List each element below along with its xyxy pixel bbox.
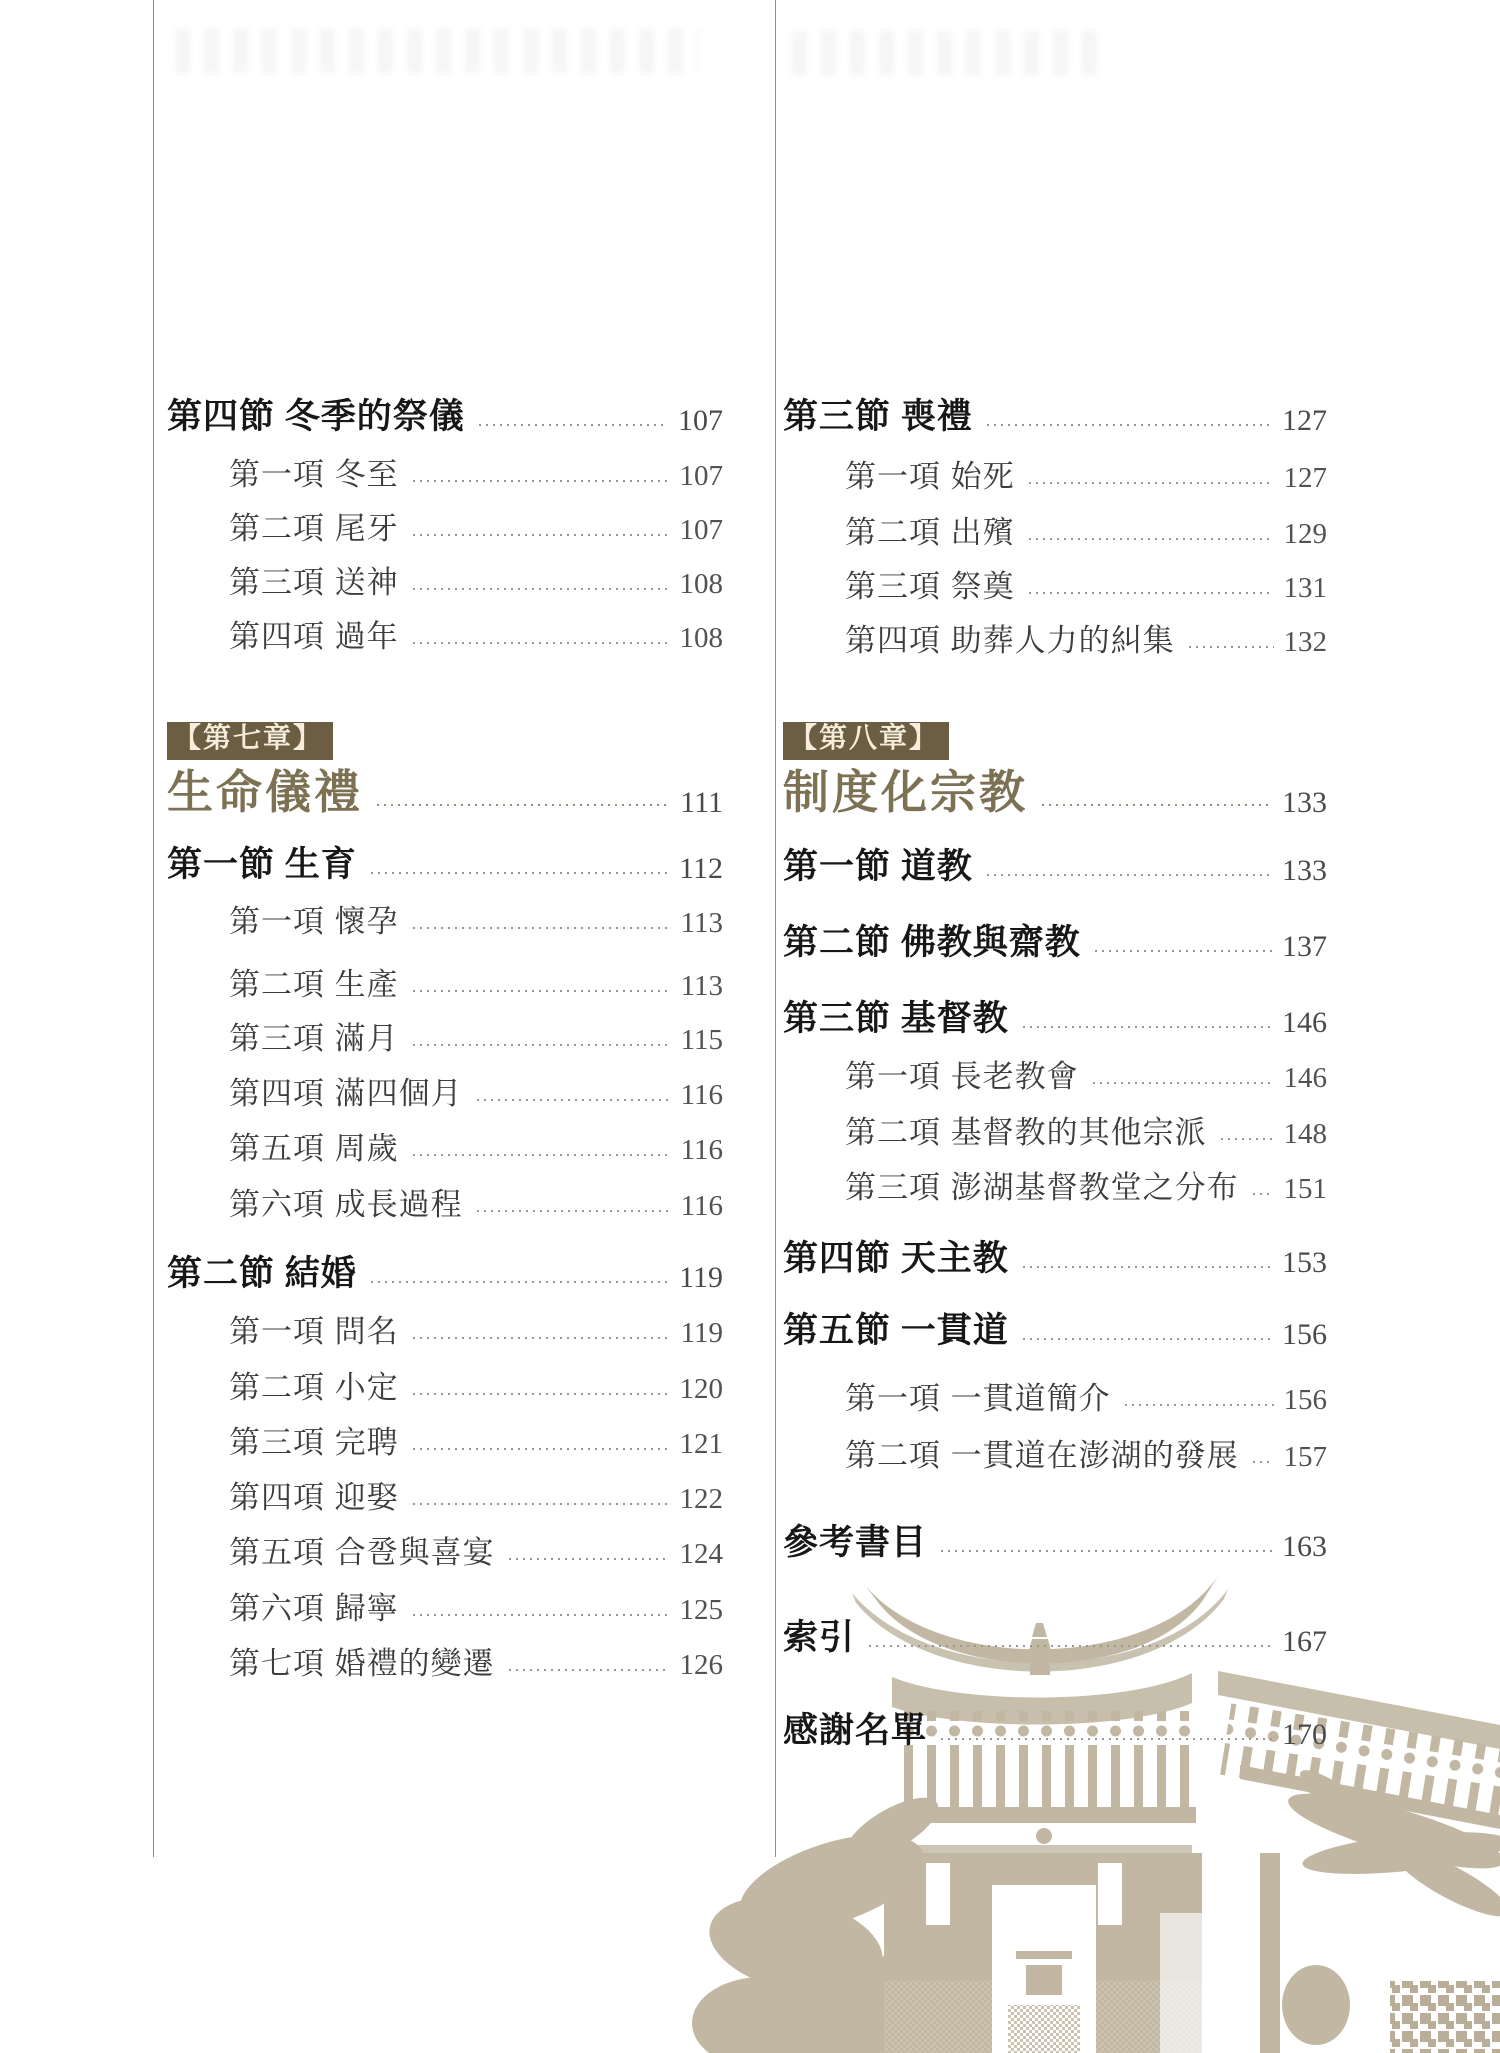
page-number: 112 bbox=[679, 851, 723, 885]
dotted-leader bbox=[1189, 645, 1274, 648]
page-number: 148 bbox=[1283, 1118, 1327, 1151]
page-number: 127 bbox=[1282, 403, 1327, 437]
toc-entry bbox=[167, 768, 723, 818]
page-number: 113 bbox=[680, 907, 723, 940]
page-number: 122 bbox=[679, 1483, 723, 1516]
page-number: 132 bbox=[1283, 626, 1327, 659]
dotted-leader bbox=[1029, 591, 1274, 594]
toc-entry bbox=[783, 768, 1327, 818]
toc-entry bbox=[167, 1022, 723, 1055]
dotted-leader bbox=[1023, 1025, 1272, 1028]
dotted-leader bbox=[869, 1644, 1272, 1647]
dotted-leader bbox=[413, 926, 671, 929]
toc-entry bbox=[167, 1481, 723, 1514]
entry-label: 第二項 小定 bbox=[229, 1370, 399, 1405]
entry-label: 第三項 送神 bbox=[229, 565, 399, 600]
page-number: 116 bbox=[680, 1190, 723, 1223]
dotted-leader bbox=[1029, 537, 1274, 540]
entry-label: 第一節 生育 bbox=[167, 845, 357, 884]
entry-label: 第三節 喪禮 bbox=[783, 397, 973, 436]
entry-label: 第五項 周歲 bbox=[229, 1131, 399, 1166]
toc-entry bbox=[783, 1240, 1327, 1278]
entry-label: 第二項 尾牙 bbox=[229, 511, 399, 546]
toc-entry bbox=[167, 458, 723, 491]
toc-entry bbox=[167, 512, 723, 545]
entry-label: 第三項 完聘 bbox=[229, 1425, 399, 1460]
entry-label: 第五項 合卺與喜宴 bbox=[229, 1535, 495, 1570]
toc-entry bbox=[783, 516, 1327, 549]
page-number: 121 bbox=[679, 1428, 723, 1461]
toc-entry bbox=[167, 1536, 723, 1569]
page-number: 125 bbox=[679, 1594, 723, 1627]
dotted-leader bbox=[1023, 1337, 1272, 1340]
toc-entry bbox=[167, 968, 723, 1001]
page-number: 108 bbox=[679, 622, 723, 655]
page-number: 157 bbox=[1283, 1441, 1327, 1474]
page-number: 137 bbox=[1282, 929, 1327, 963]
dotted-leader bbox=[413, 989, 671, 992]
dotted-leader bbox=[1253, 1192, 1274, 1195]
left-column-rule bbox=[153, 0, 154, 1857]
toc-column-right bbox=[783, 0, 1327, 2053]
entry-label: 第六項 成長過程 bbox=[229, 1187, 463, 1222]
toc-entry bbox=[167, 566, 723, 599]
entry-label: 第一節 道教 bbox=[783, 847, 973, 886]
dotted-leader bbox=[413, 587, 670, 590]
toc-column-left bbox=[167, 0, 723, 2053]
page-number: 113 bbox=[680, 970, 723, 1003]
dotted-leader bbox=[1253, 1460, 1274, 1463]
page-number: 151 bbox=[1283, 1173, 1327, 1206]
toc-entry bbox=[783, 398, 1327, 436]
dotted-leader bbox=[1125, 1403, 1274, 1406]
toc-entry bbox=[167, 1647, 723, 1680]
page-number: 107 bbox=[678, 403, 723, 437]
dotted-leader bbox=[371, 871, 669, 874]
toc-entry bbox=[783, 1619, 1327, 1657]
entry-label: 第二項 一貫道在澎湖的發展 bbox=[845, 1438, 1239, 1473]
dotted-leader bbox=[413, 1447, 670, 1450]
dotted-leader bbox=[1093, 1081, 1274, 1084]
toc-entry bbox=[167, 846, 723, 884]
page-number: 126 bbox=[679, 1649, 723, 1682]
entry-label: 第二項 出殯 bbox=[845, 515, 1015, 550]
entry-label: 第一項 始死 bbox=[845, 459, 1015, 494]
toc-entry bbox=[167, 1592, 723, 1625]
toc-entry bbox=[783, 1000, 1327, 1038]
toc-entry bbox=[167, 1132, 723, 1165]
dotted-leader bbox=[1029, 481, 1274, 484]
chapter-badge bbox=[167, 722, 723, 760]
entry-label: 第六項 歸寧 bbox=[229, 1591, 399, 1626]
toc-entry bbox=[167, 905, 723, 938]
dotted-leader bbox=[987, 423, 1272, 426]
toc-entry bbox=[783, 924, 1327, 962]
entry-label: 第四節 冬季的祭儀 bbox=[167, 397, 465, 436]
toc-entry bbox=[167, 620, 723, 653]
toc-entry bbox=[783, 460, 1327, 493]
page-number: 116 bbox=[680, 1079, 723, 1112]
page-number: 111 bbox=[680, 785, 723, 819]
dotted-leader bbox=[413, 479, 670, 482]
entry-label: 第四項 迎娶 bbox=[229, 1480, 399, 1515]
page-number: 153 bbox=[1282, 1245, 1327, 1279]
page-number: 129 bbox=[1283, 518, 1327, 551]
page-number: 108 bbox=[679, 568, 723, 601]
page-number: 156 bbox=[1282, 1317, 1327, 1351]
entry-label: 制度化宗教 bbox=[783, 766, 1028, 818]
entry-label: 第一項 長老教會 bbox=[845, 1059, 1079, 1094]
dotted-leader bbox=[941, 1737, 1272, 1740]
chapter-badge bbox=[783, 722, 1327, 760]
dotted-leader bbox=[1095, 949, 1272, 952]
page-number: 156 bbox=[1283, 1384, 1327, 1417]
dotted-leader bbox=[479, 423, 668, 426]
entry-label: 【第八章】 bbox=[783, 722, 949, 760]
entry-label: 第二項 生產 bbox=[229, 967, 399, 1002]
dotted-leader bbox=[477, 1209, 671, 1212]
entry-label: 第四項 助葬人力的糾集 bbox=[845, 623, 1175, 658]
entry-label: 第七項 婚禮的變遷 bbox=[229, 1646, 495, 1681]
toc-entry bbox=[167, 1188, 723, 1221]
entry-label: 第三項 祭奠 bbox=[845, 569, 1015, 604]
dotted-leader bbox=[413, 641, 670, 644]
dotted-leader bbox=[413, 1502, 670, 1505]
entry-label: 第四節 天主教 bbox=[783, 1239, 1009, 1278]
dotted-leader bbox=[477, 1098, 671, 1101]
page-number: 146 bbox=[1282, 1005, 1327, 1039]
entry-label: 第四項 滿四個月 bbox=[229, 1076, 463, 1111]
dotted-leader bbox=[1221, 1137, 1274, 1140]
toc-entry bbox=[783, 1060, 1327, 1093]
dotted-leader bbox=[413, 1392, 670, 1395]
dotted-leader bbox=[509, 1557, 670, 1560]
entry-label: 第二節 佛教與齋教 bbox=[783, 923, 1081, 962]
page-number: 124 bbox=[679, 1538, 723, 1571]
page-number: 119 bbox=[680, 1317, 723, 1350]
toc-entry bbox=[783, 570, 1327, 603]
entry-label: 【第七章】 bbox=[167, 722, 333, 760]
page-number: 107 bbox=[679, 460, 723, 493]
page-number: 163 bbox=[1282, 1529, 1327, 1563]
toc-entry bbox=[783, 1524, 1327, 1562]
entry-label: 生命儀禮 bbox=[167, 766, 363, 818]
page-number: 107 bbox=[679, 514, 723, 547]
page-number: 119 bbox=[679, 1260, 723, 1294]
dotted-leader bbox=[1042, 803, 1272, 806]
page-number: 133 bbox=[1282, 853, 1327, 887]
toc-entry bbox=[783, 1116, 1327, 1149]
toc-entry bbox=[783, 1439, 1327, 1472]
page-number: 146 bbox=[1283, 1062, 1327, 1095]
entry-label: 第三項 滿月 bbox=[229, 1021, 399, 1056]
dotted-leader bbox=[413, 533, 670, 536]
toc-entry bbox=[167, 398, 723, 436]
page-number: 120 bbox=[679, 1373, 723, 1406]
toc-entry bbox=[783, 1712, 1327, 1750]
dotted-leader bbox=[941, 1549, 1272, 1552]
toc-entry bbox=[167, 1371, 723, 1404]
page-number: 170 bbox=[1282, 1717, 1327, 1751]
entry-label: 第二節 結婚 bbox=[167, 1254, 357, 1293]
toc-entry bbox=[783, 848, 1327, 886]
entry-label: 索引 bbox=[783, 1618, 856, 1657]
toc-entry bbox=[167, 1426, 723, 1459]
page-number: 167 bbox=[1282, 1624, 1327, 1658]
page-number: 133 bbox=[1282, 785, 1327, 819]
entry-label: 第一項 一貫道簡介 bbox=[845, 1381, 1111, 1416]
dotted-leader bbox=[413, 1043, 671, 1046]
dotted-leader bbox=[371, 1280, 669, 1283]
dotted-leader bbox=[413, 1336, 671, 1339]
entry-label: 第一項 懷孕 bbox=[229, 904, 399, 939]
toc-entry bbox=[783, 1382, 1327, 1415]
page-number: 131 bbox=[1283, 572, 1327, 605]
dotted-leader bbox=[1023, 1265, 1272, 1268]
toc-entry bbox=[167, 1315, 723, 1348]
dotted-leader bbox=[377, 803, 670, 806]
page-number: 127 bbox=[1283, 462, 1327, 495]
entry-label: 第四項 過年 bbox=[229, 619, 399, 654]
entry-label: 第二項 基督教的其他宗派 bbox=[845, 1115, 1207, 1150]
toc-entry bbox=[783, 1312, 1327, 1350]
entry-label: 第一項 冬至 bbox=[229, 457, 399, 492]
entry-label: 第一項 問名 bbox=[229, 1314, 399, 1349]
dotted-leader bbox=[413, 1153, 671, 1156]
dotted-leader bbox=[987, 873, 1272, 876]
entry-label: 參考書目 bbox=[783, 1523, 928, 1562]
entry-label: 感謝名單 bbox=[783, 1711, 928, 1750]
page-number: 115 bbox=[680, 1024, 723, 1057]
dotted-leader bbox=[509, 1668, 670, 1671]
toc-entry bbox=[167, 1255, 723, 1293]
entry-label: 第三項 澎湖基督教堂之分布 bbox=[845, 1170, 1239, 1205]
toc-entry bbox=[783, 624, 1327, 657]
dotted-leader bbox=[413, 1613, 670, 1616]
entry-label: 第五節 一貫道 bbox=[783, 1311, 1009, 1350]
toc-entry bbox=[167, 1077, 723, 1110]
page-number: 116 bbox=[680, 1134, 723, 1167]
entry-label: 第三節 基督教 bbox=[783, 999, 1009, 1038]
toc-entry bbox=[783, 1171, 1327, 1204]
